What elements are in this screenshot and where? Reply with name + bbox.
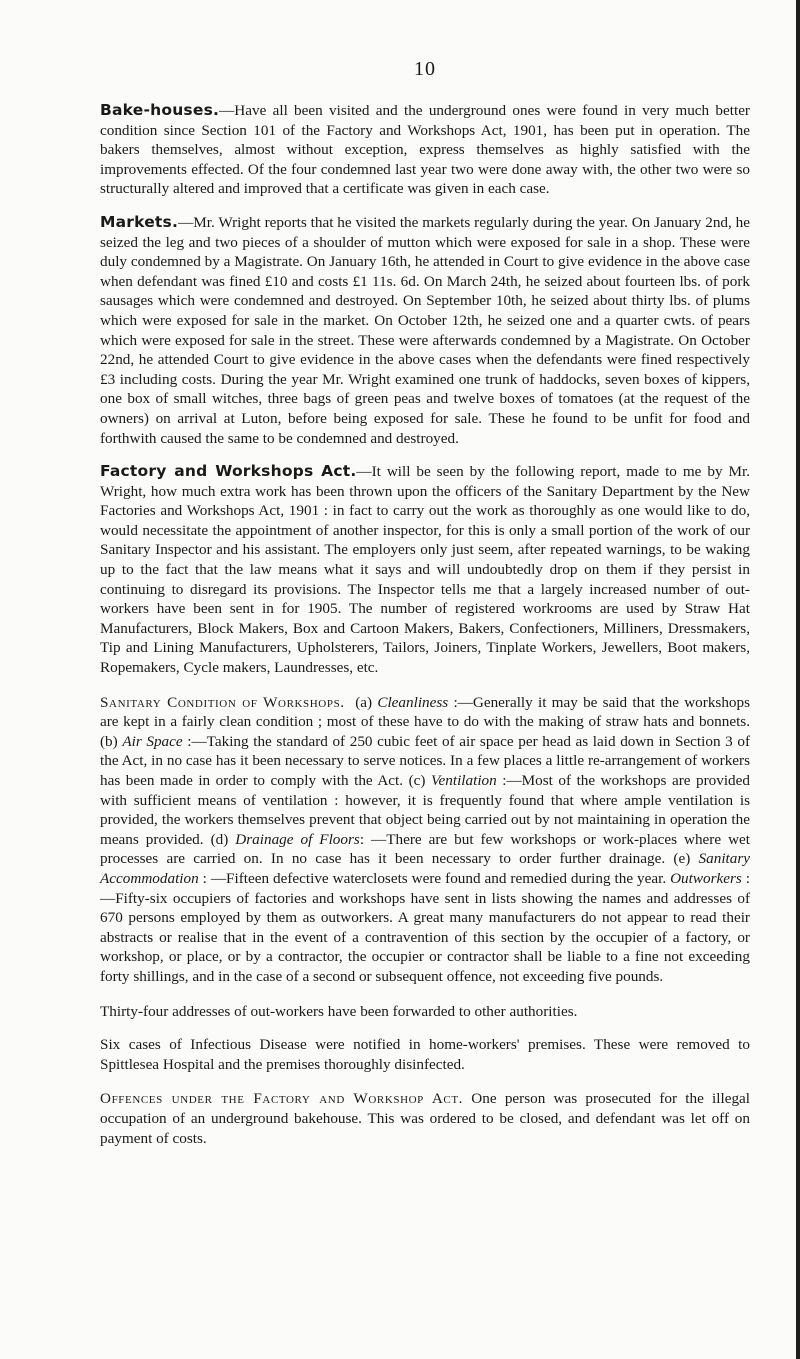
markets-heading: Markets. bbox=[100, 212, 179, 231]
c-title: Ventilation bbox=[430, 772, 497, 789]
a-title: Cleanliness bbox=[377, 693, 449, 711]
d-label: (d) bbox=[210, 830, 229, 848]
factory-paragraph bbox=[100, 462, 750, 678]
d-text: : —There are but few workshops or work-places where wet processes are carried on. In no case has it been necessary to order further drainage. bbox=[100, 830, 751, 868]
outworkers-paragraph: Thirty-four addresses of out-workers have been forwarded to other authorities. bbox=[100, 1002, 578, 1020]
f-text: :—Fifty-six occupiers of factories and workshops have sent in lists showing the names and addresses of 670 persons employed by them as outworkers. A great many manufacturers do not appear to read their abstracts or realise that in the event of a contravention of this section by the occupier of a factory, or workshop, or place, or by a contractor, the occupier or contractor shall be liable to a fine not exceeding forty shillings, and in the case of a second or subsequent offence, not exceeding five pounds. bbox=[100, 869, 750, 985]
b-label: (b) bbox=[100, 732, 118, 750]
page-edge-shadow bbox=[796, 0, 800, 1359]
offences-text: One person was prosecuted for the illegal occupation of an underground bakehouse. This was ordered to be closed, and defendant was let off on payment of costs. bbox=[100, 1090, 751, 1147]
b-text: :—Taking the standard of 250 cubic feet of air space per head as laid down in Section 3 of the Act, in no case has it been necessary to serve notices. In a few places a little re-arrangement of workers has been made in order to comply with the Act. bbox=[100, 732, 751, 789]
f-title: Outworkers bbox=[670, 869, 742, 887]
b-title: Air Space bbox=[122, 732, 183, 750]
sanitary-heading: Sanitary Condition of Workshops. bbox=[100, 693, 345, 711]
infectious-paragraph: Six cases of Infectious Disease were notified in home-workers' premises. These were removed to Spittlesea Hospital and the premises thoroughly disinfected. bbox=[100, 1036, 750, 1073]
e-text: : —Fifteen defective waterclosets were found and remedied during the year. bbox=[198, 869, 671, 887]
offences-paragraph bbox=[100, 1089, 750, 1148]
e-title: Sanitary Accommodation bbox=[100, 850, 750, 887]
page bbox=[100, 58, 750, 1162]
a-text: :—Generally it may be said that the workshops are kept in a fairly clean condition ; most of these have to do with the making of straw hats and bonnets. bbox=[100, 693, 751, 731]
offences-heading: Offences under the Factory and Workshop Act. bbox=[100, 1090, 464, 1108]
c-label: (c) bbox=[408, 772, 426, 789]
bakehouses-text: —Have all been visited and the underground ones were found in very much better condition since Section 101 of the Factory and Workshops Act, 1901, has been put in operation. The bakers themselves, almost without exception, express themselves as highly satisfied with the improvements effected. Of the four condemned last year two were done away with, the other two were so structurally altered and improved that a certificate was given in each case. bbox=[100, 102, 750, 198]
factory-heading: Factory and Workshops Act. bbox=[100, 462, 357, 481]
factory-text: —It will be seen by the following report, made to me by Mr. Wright, how much extra work has been thrown upon the officers of the Sanitary Department by the New Factories and Workshops Act, 1901 : in fact to carry out the work as thoroughly as one would like to do, would necessitate the appointment of another inspector, for this is only a small portion of the work of our Sanitary Inspector and his assistant. The employers only just seem, after repeated warnings, to be waking up to the fact that the law means what it says and will undoubtedly drop on them if they persist in continuing to disregard its provisions. The Inspector tells me that a largely increased number of out-workers have been sent in for 1905. The number of registered workrooms are used by Straw Hat Manufacturers, Block Makers, Box and Cartoon Makers, Bakers, Confectioners, Milliners, Dressmakers, Tip and Lining Manufacturers, Upholsterers, Tailors, Joiners, Tinplate Workers, Jewellers, Boot makers, Ropemakers, Cycle makers, Laundresses, etc. bbox=[100, 463, 750, 677]
page-number: 10 bbox=[414, 58, 436, 80]
a-label: (a) bbox=[355, 693, 373, 711]
markets-paragraph bbox=[100, 213, 750, 448]
bakehouses-paragraph bbox=[100, 101, 750, 199]
bakehouses-heading: Bake-houses. bbox=[100, 101, 220, 119]
markets-text: —Mr. Wright reports that he visited the markets regularly during the year. On January 2nd, he seized the leg and two pieces of a shoulder of mutton which were exposed for sale in a shop. These were duly condemned by a Magistrate. On January 16th, he attended in Court to give evidence in the above case when defendant was fined £10 and costs £1 11s. 6d. On March 24th, he seized about fourteen lbs. of pork sausages which were condemned and destroyed. On September 10th, he seized about thirty lbs. of plums which were exposed for sale in the market. On October 12th, he seized one and a quarter cwts. of pears which were exposed for sale in the street. These were afterwards condemned by a Magistrate. On October 22nd, he attended Court to give evidence in the above cases when the defendants were fined respectively £3 including costs. During the year Mr. Wright examined one trunk of haddocks, seven boxes of kippers, one box of small witches, three bags of green peas and twelve boxes of tomatoes (at the request of the owners) on arrival at Luton, before being exposed for sale. These he found to be unfit for food and forthwith caused the same to be condemned and destroyed. bbox=[100, 213, 750, 447]
e-label: (e) bbox=[673, 850, 691, 868]
d-title: Drainage of Floors bbox=[235, 830, 360, 848]
c-text: :—Most of the workshops are provided with sufficient means of ventilation : however, it is frequently found that where ample ventilation is provided, the workers themselves prevent that object being carried out by not maintaining in operation the means provided. bbox=[100, 772, 750, 848]
sanitary-paragraph bbox=[100, 693, 750, 987]
